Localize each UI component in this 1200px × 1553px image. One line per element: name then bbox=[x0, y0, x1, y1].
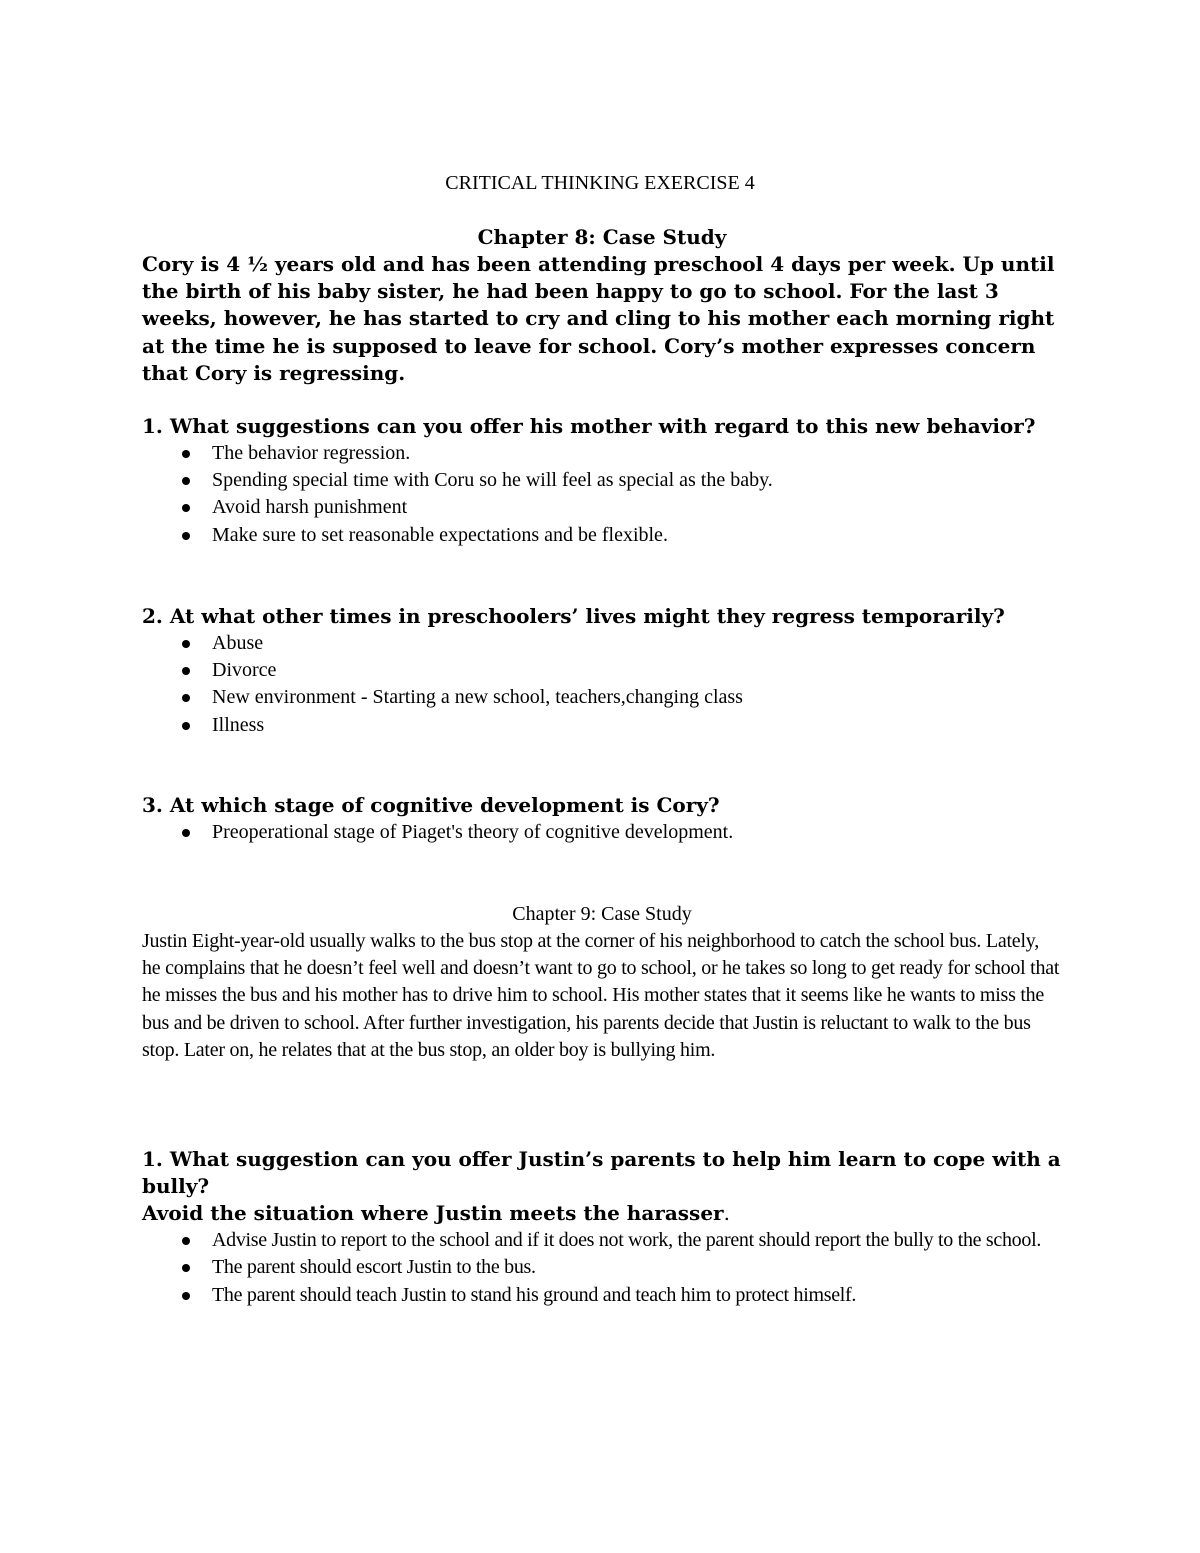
bullet-icon bbox=[182, 722, 190, 730]
chapter8-question-3-block bbox=[142, 792, 1062, 846]
chapter9-answers bbox=[142, 1227, 1062, 1309]
bullet-icon bbox=[182, 829, 190, 837]
list-item: New environment - Starting a new school, teachers,changing class bbox=[212, 684, 1062, 711]
chapter9-answer-lead-line bbox=[142, 1200, 1062, 1227]
bullet-icon bbox=[182, 640, 190, 648]
list-item: Abuse bbox=[212, 630, 1062, 657]
chapter9-question-1-block bbox=[142, 1146, 1062, 1309]
bullet-icon bbox=[182, 532, 190, 540]
chapter8-section bbox=[142, 224, 1062, 387]
bullet-icon bbox=[182, 450, 190, 458]
bullet-icon bbox=[182, 667, 190, 675]
bullet-icon bbox=[182, 1292, 190, 1300]
document-title: CRITICAL THINKING EXERCISE 4 bbox=[445, 172, 755, 194]
list-item: Illness bbox=[212, 712, 1062, 739]
list-item: The parent should teach Justin to stand his ground and teach him to protect himself. bbox=[212, 1282, 1062, 1309]
chapter8-question-2-block bbox=[142, 603, 1062, 739]
list-item: Advise Justin to report to the school and if it does not work, the parent should report the bully to the school. bbox=[212, 1227, 1062, 1254]
bullet-icon bbox=[182, 1264, 190, 1272]
bullet-icon bbox=[182, 694, 190, 702]
chapter8-heading: Chapter 8: Case Study bbox=[477, 225, 727, 249]
chapter8-question-1-block bbox=[142, 413, 1062, 549]
list-item: Avoid harsh punishment bbox=[212, 494, 1062, 521]
list-item: Make sure to set reasonable expectations and be flexible. bbox=[212, 522, 1062, 549]
chapter9-heading: Chapter 9: Case Study bbox=[512, 903, 692, 925]
list-item: Divorce bbox=[212, 657, 1062, 684]
chapter8-question-1: 1. What suggestions can you offer his mother with regard to this new behavior? bbox=[142, 414, 1036, 438]
bullet-icon bbox=[182, 504, 190, 512]
list-item: Preoperational stage of Piaget's theory of cognitive development. bbox=[212, 819, 1062, 846]
chapter9-answer-lead-period: . bbox=[723, 1201, 730, 1225]
chapter8-question-3: 3. At which stage of cognitive development is Cory? bbox=[142, 793, 720, 817]
chapter8-question-2: 2. At what other times in preschoolers’ lives might they regress temporarily? bbox=[142, 604, 1005, 628]
chapter9-scenario: Justin Eight-year-old usually walks to the bus stop at the corner of his neighborhood to catch the school bus. Lately, he complains that he doesn’t feel well and doesn’t want to go to school, or he takes so long to get ready for school that he misses the bus and his mother has to drive him to school. His mother states that it seems like he wants to miss the bus and be driven to school. After further investigation, his parents decide that Justin is reluctant to walk to the bus stop. Later on, he relates that at the bus stop, an older boy is bullying him. bbox=[142, 930, 1060, 1061]
list-item: Spending special time with Coru so he will feel as special as the baby. bbox=[212, 467, 1062, 494]
chapter8-answers-2 bbox=[142, 630, 1062, 739]
chapter8-scenario: Cory is 4 ½ years old and has been attending preschool 4 days per week. Up until the birth of his baby sister, he had been happy to go to school. For the last 3 weeks, however, he has started to cry and cling to his mother each morning right at the time he is supposed to leave for school. Cory’s mother expresses concern that Cory is regressing. bbox=[142, 252, 1055, 385]
bullet-icon bbox=[182, 477, 190, 485]
bullet-icon bbox=[182, 1237, 190, 1245]
chapter8-answers-3 bbox=[142, 819, 1062, 846]
chapter9-question-1: 1. What suggestion can you offer Justin’s parents to help him learn to cope with a bully? bbox=[142, 1147, 1061, 1198]
chapter9-section bbox=[142, 901, 1062, 1064]
list-item: The behavior regression. bbox=[212, 440, 1062, 467]
chapter9-answer-lead: Avoid the situation where Justin meets the harasser bbox=[142, 1201, 724, 1225]
list-item: The parent should escort Justin to the bus. bbox=[212, 1254, 1062, 1281]
chapter8-answers-1 bbox=[142, 440, 1062, 549]
